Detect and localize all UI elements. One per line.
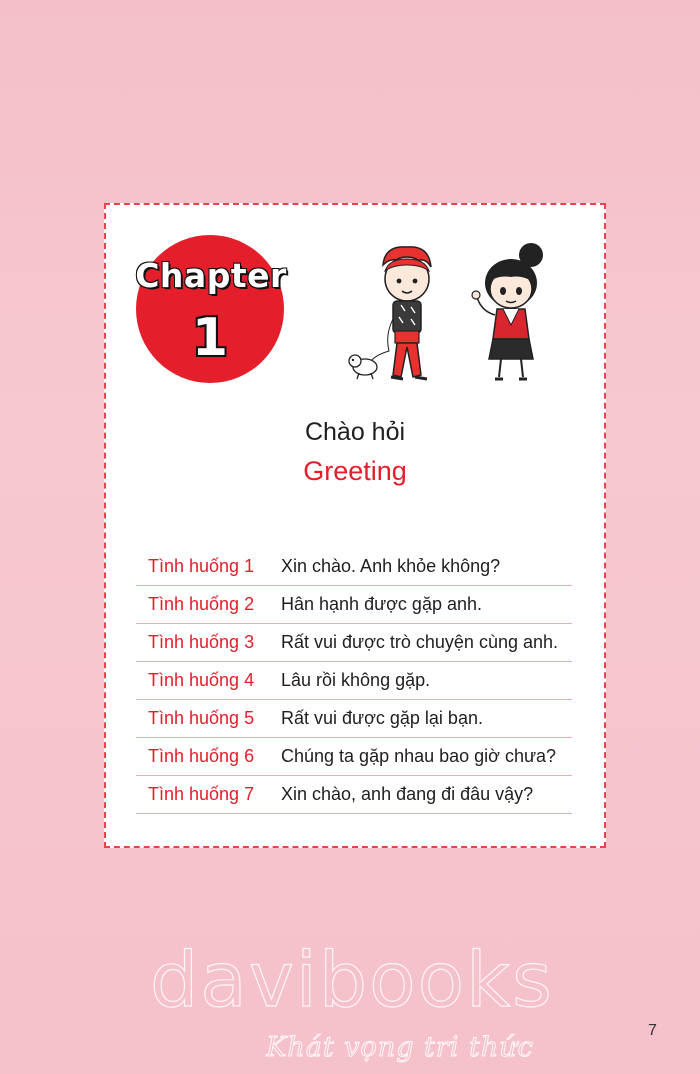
list-item — [136, 548, 572, 586]
lesson-list — [136, 548, 572, 814]
watermark-tagline: Khát vọng tri thức — [266, 1032, 534, 1063]
lesson-label: Tình huống 6 — [148, 746, 255, 766]
chapter-word: Chapter — [135, 255, 287, 295]
page-number: 7 — [648, 1022, 657, 1039]
list-item — [136, 662, 572, 700]
lesson-text: Xin chào. Anh khỏe không? — [281, 556, 501, 576]
lesson-label: Tình huống 5 — [148, 708, 255, 728]
chapter-number: 1 — [191, 308, 229, 368]
lesson-text: Rất vui được trò chuyện cùng anh. — [281, 632, 559, 652]
boy-walking-dog-illustration-icon — [349, 247, 431, 379]
lesson-text: Rất vui được gặp lại bạn. — [281, 708, 483, 728]
list-item — [136, 738, 572, 776]
lesson-text: Xin chào, anh đang đi đâu vậy? — [281, 784, 534, 804]
lesson-text: Hân hạnh được gặp anh. — [281, 594, 482, 614]
characters-illustration — [345, 235, 565, 395]
lesson-label: Tình huống 4 — [148, 670, 255, 690]
girl-waving-illustration-icon — [472, 243, 543, 379]
list-item — [136, 700, 572, 738]
lesson-label: Tình huống 1 — [148, 556, 255, 576]
list-item — [136, 624, 572, 662]
lesson-text: Lâu rồi không gặp. — [281, 670, 431, 690]
list-item — [136, 586, 572, 624]
chapter-title-english: Greeting — [303, 456, 407, 486]
lesson-label: Tình huống 7 — [148, 784, 255, 804]
lesson-text: Chúng ta gặp nhau bao giờ chưa? — [281, 746, 557, 766]
chapter-title-vietnamese: Chào hỏi — [304, 418, 406, 446]
watermark-brand: davibooks — [150, 935, 554, 1024]
list-item — [136, 776, 572, 814]
lesson-label: Tình huống 3 — [148, 632, 255, 652]
lesson-label: Tình huống 2 — [148, 594, 255, 614]
